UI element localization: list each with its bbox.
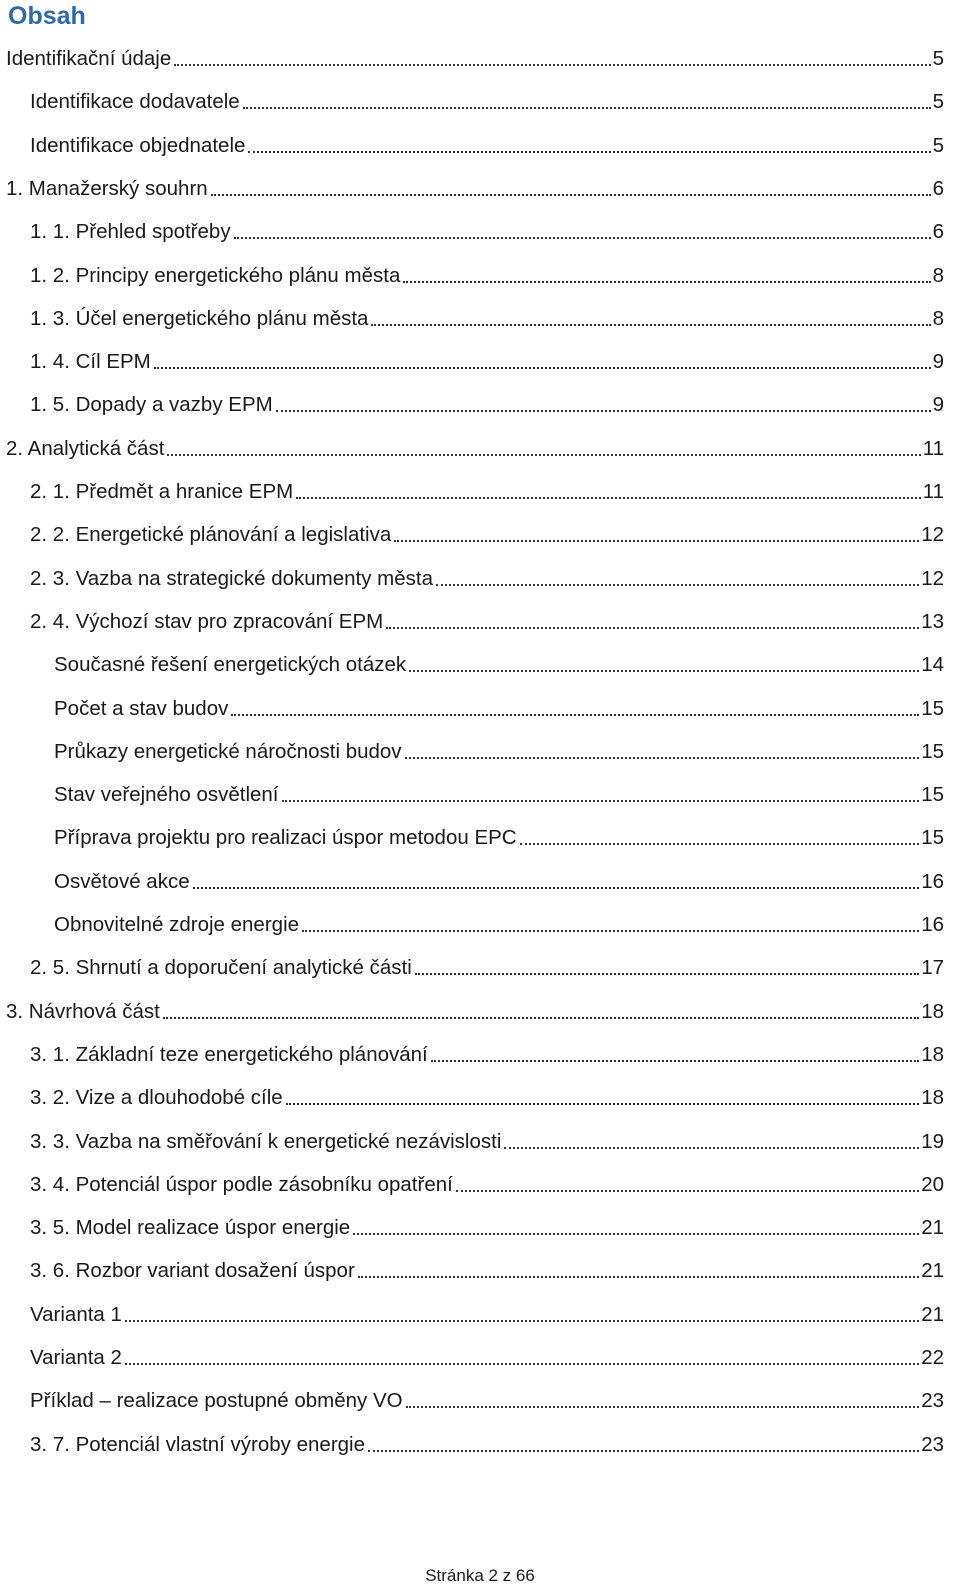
toc-dot-leader [234,237,931,239]
toc-entry[interactable] [30,1081,944,1111]
toc-entry-page-number: 12 [921,523,944,546]
toc-entry[interactable] [6,432,944,462]
toc-dot-leader [409,670,919,672]
toc-entry-page-number: 9 [932,350,944,373]
toc-entry-label: Identifikace dodavatele [30,90,240,113]
toc-entry[interactable] [54,735,944,765]
toc-dot-leader [368,1450,919,1452]
toc-dot-leader [125,1363,919,1365]
toc-entry[interactable] [30,1384,944,1414]
toc-entry-page-number: 15 [921,697,944,720]
toc-entry-page-number: 23 [921,1433,944,1456]
toc-entry-label: Počet a stav budov [54,697,229,720]
toc-dot-leader [231,714,919,716]
toc-entry-label: Stav veřejného osvětlení [54,783,279,806]
toc-entry-page-number: 6 [932,220,944,243]
toc-entry-label: Současné řešení energetických otázek [54,653,407,676]
toc-entry-page-number: 18 [921,1043,944,1066]
toc-entry-page-number: 21 [921,1216,944,1239]
toc-entry[interactable] [30,518,944,548]
toc-entry[interactable] [54,908,944,938]
toc-entry-page-number: 22 [921,1346,944,1369]
toc-dot-leader [302,930,919,932]
toc-entry[interactable] [30,475,944,505]
toc-entry[interactable] [30,1428,944,1458]
toc-entry-label: 3. 4. Potenciál úspor podle zásobníku opatření [30,1173,453,1196]
toc-entry-page-number: 15 [921,826,944,849]
toc-dot-leader [386,627,919,629]
toc-entry-page-number: 6 [932,177,944,200]
toc-dot-leader [286,1103,920,1105]
toc-entry-label: 1. 4. Cíl EPM [30,350,151,373]
toc-entry[interactable] [54,865,944,895]
toc-entry[interactable] [54,648,944,678]
toc-entry[interactable] [6,42,944,72]
toc-dot-leader [243,107,931,109]
toc-entry[interactable] [30,1125,944,1155]
toc-dot-leader [371,324,930,326]
toc-entry-label: 2. 3. Vazba na strategické dokumenty města [30,567,434,590]
toc-entry-label: 1. 3. Účel energetického plánu města [30,307,369,330]
toc-dot-leader [211,194,931,196]
toc-entry[interactable] [54,778,944,808]
toc-dot-leader [248,151,930,153]
toc-dot-leader [154,367,931,369]
toc-entry[interactable] [30,951,944,981]
toc-entry[interactable] [30,85,944,115]
toc-entry-label: 2. Analytická část [6,437,165,460]
toc-entry-page-number: 12 [921,567,944,590]
toc-dot-leader [436,584,919,586]
toc-entry[interactable] [30,1254,944,1284]
toc-entry-page-number: 17 [921,956,944,979]
toc-entry-page-number: 20 [921,1173,944,1196]
toc-entry[interactable] [30,129,944,159]
toc-dot-leader [358,1276,919,1278]
toc-dot-leader [353,1233,919,1235]
toc-entry-page-number: 15 [921,783,944,806]
toc-entry-page-number: 11 [922,480,944,503]
toc-entry-page-number: 11 [922,437,944,460]
toc-entry[interactable] [6,172,944,202]
toc-entry-label: 3. Návrhová část [6,1000,160,1023]
toc-dot-leader [403,281,930,283]
toc-entry[interactable] [30,1038,944,1068]
toc-entry-label: Průkazy energetické náročnosti budov [54,740,402,763]
toc-entry-page-number: 13 [921,610,944,633]
toc-entry-label: Obnovitelné zdroje energie [54,913,300,936]
toc-entry[interactable] [30,1168,944,1198]
toc-entry-page-number: 5 [932,90,944,113]
toc-entry-label: 3. 6. Rozbor variant dosažení úspor [30,1259,355,1282]
toc-entry[interactable] [54,821,944,851]
toc-dot-leader [520,843,920,845]
toc-dot-leader [456,1190,919,1192]
toc-entry[interactable] [30,1211,944,1241]
toc-entry-page-number: 18 [921,1000,944,1023]
toc-entry-label: 3. 2. Vize a dlouhodobé cíle [30,1086,283,1109]
toc-entry-label: 3. 7. Potenciál vlastní výroby energie [30,1433,366,1456]
toc-entry-label: Identifikační údaje [6,47,172,70]
toc-entry[interactable] [30,388,944,418]
toc-entry[interactable] [30,562,944,592]
toc-dot-leader [394,540,919,542]
page-footer: Stránka 2 z 66 [425,1566,535,1585]
toc-dot-leader [431,1060,919,1062]
toc-entry-page-number: 16 [921,870,944,893]
page-title: Obsah [8,2,86,30]
toc-dot-leader [296,497,921,499]
toc-dot-leader [406,1406,920,1408]
toc-entry[interactable] [30,345,944,375]
toc-entry[interactable] [30,302,944,332]
toc-entry[interactable] [6,995,944,1025]
toc-entry-label: 3. 1. Základní teze energetického plánování [30,1043,428,1066]
toc-entry-page-number: 21 [921,1259,944,1282]
toc-entry-label: 2. 2. Energetické plánování a legislativa [30,523,392,546]
toc-entry-page-number: 9 [932,393,944,416]
toc-entry-label: Varianta 1 [30,1303,122,1326]
toc-entry-label: 2. 4. Výchozí stav pro zpracování EPM [30,610,384,633]
toc-entry[interactable] [30,1341,944,1371]
toc-dot-leader [163,1017,919,1019]
toc-entry[interactable] [30,215,944,245]
toc-entry-label: Identifikace objednatele [30,134,246,157]
toc-entry[interactable] [54,692,944,722]
toc-entry-page-number: 16 [921,913,944,936]
toc-entry-label: 2. 1. Předmět a hranice EPM [30,480,294,503]
toc-dot-leader [415,973,919,975]
toc-entry-page-number: 23 [921,1389,944,1412]
toc-entry-label: 3. 3. Vazba na směřování k energetické nezávislosti [30,1130,502,1153]
toc-entry[interactable] [30,259,944,289]
toc-dot-leader [167,454,920,456]
toc-entry-label: 1. 2. Principy energetického plánu města [30,264,401,287]
toc-entry-label: 2. 5. Shrnutí a doporučení analytické části [30,956,412,979]
toc-entry-page-number: 18 [921,1086,944,1109]
toc-dot-leader [276,410,931,412]
toc-entry-label: Příklad – realizace postupné obměny VO [30,1389,403,1412]
toc-entry[interactable] [30,1298,944,1328]
toc-entry-page-number: 15 [921,740,944,763]
toc-entry-page-number: 8 [932,264,944,287]
toc-entry-label: 1. 1. Přehled spotřeby [30,220,231,243]
toc-entry-label: 3. 5. Model realizace úspor energie [30,1216,351,1239]
toc-dot-leader [174,64,930,66]
toc-dot-leader [405,757,920,759]
toc-entry-label: 1. 5. Dopady a vazby EPM [30,393,273,416]
toc-dot-leader [504,1147,919,1149]
toc-entry-label: Varianta 2 [30,1346,122,1369]
toc-entry-page-number: 19 [921,1130,944,1153]
toc-entry[interactable] [30,605,944,635]
toc-entry-page-number: 5 [932,47,944,70]
toc-entry-label: 1. Manažerský souhrn [6,177,208,200]
toc-entry-label: Osvětové akce [54,870,190,893]
toc-entry-page-number: 14 [921,653,944,676]
toc-dot-leader [282,800,920,802]
toc-dot-leader [125,1320,919,1322]
toc-entry-label: Příprava projektu pro realizaci úspor metodou EPC [54,826,517,849]
toc-dot-leader [193,887,920,889]
toc-entry-page-number: 8 [932,307,944,330]
toc-entry-page-number: 5 [932,134,944,157]
toc-entry-page-number: 21 [921,1303,944,1326]
